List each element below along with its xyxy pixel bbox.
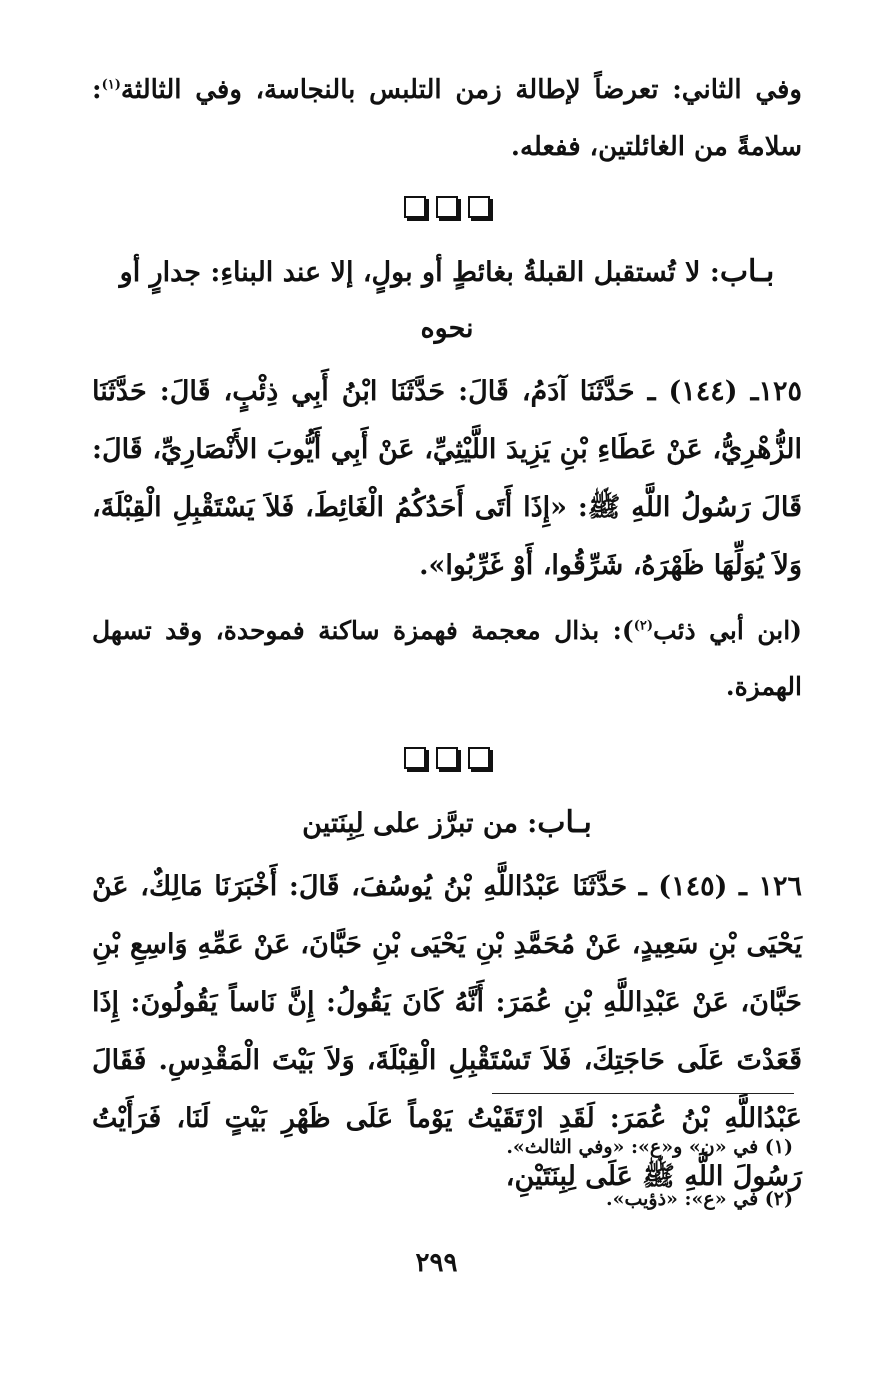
chapter-title: : لا تُستقبل القبلةُ بغائطٍ أو بولٍ، إلا عند البناءِ: جدارٍ أو نحوه bbox=[119, 257, 720, 344]
square-ornament-icon bbox=[404, 747, 426, 769]
chapter-heading-1 bbox=[92, 244, 802, 357]
square-ornament-icon bbox=[468, 196, 490, 218]
page-body bbox=[92, 62, 802, 1206]
note-text-b: ): بذال معجمة فهمزة ساكنة فموحدة، وقد تسهل الهمزة. bbox=[92, 616, 802, 701]
footnote-divider bbox=[492, 1093, 794, 1094]
note-text-a: (ابن أبي ذئب bbox=[653, 616, 802, 645]
square-ornament-icon bbox=[404, 196, 426, 218]
footnote-ref-2[interactable]: (٢) bbox=[633, 618, 654, 634]
square-ornament-icon bbox=[468, 747, 490, 769]
page-number: ٢٩٩ bbox=[415, 1248, 458, 1278]
opening-paragraph bbox=[92, 62, 802, 176]
chapter-label: بـاب bbox=[719, 254, 775, 289]
chapter-heading-2 bbox=[92, 795, 802, 852]
commentary-note bbox=[92, 603, 802, 715]
footnote-1: (١) في «ن» و«ع»: «وفي الثالث». bbox=[506, 1136, 793, 1158]
section-separator bbox=[92, 186, 802, 226]
hadith-126: ١٢٦ ـ (١٤٥) ـ حَدَّثَنَا عَبْدُاللَّهِ بْنُ يُوسُفَ، قَالَ: أَخْبَرَنَا مَالِكٌ، عَنْ يَحْيَى بْنِ سَعِيدٍ، عَنْ مُحَمَّدِ بْنِ يَحْيَى بْنِ حَبَّانَ، عَنْ عَمِّهِ وَاسِعِ بْنِ حَبَّانَ، عَنْ عَبْدِاللَّهِ بْنِ عُمَرَ: أَنَّهُ كَانَ يَقُولُ: إِنَّ نَاساً يَقُولُونَ: إِذَا قَعَدْتَ عَلَى حَاجَتِكَ، فَلاَ تَسْتَقْبِلِ الْقِبْلَةَ، وَلاَ بَيْتَ الْمَقْدِسِ. فَقَالَ عَبْدُاللَّهِ بْنُ عُمَرَ: لَقَدِ ارْتَقَيْتُ يَوْماً عَلَى ظَهْرِ بَيْتٍ لَنَا، فَرَأَيْتُ رَسُولَ اللَّهِ ﷺ عَلَى لِبِنَتَيْنِ، bbox=[92, 871, 802, 1192]
chapter-label: بـاب bbox=[537, 805, 592, 840]
footnote-2: (٢) في «ع»: «ذؤيب». bbox=[605, 1188, 793, 1210]
footnotes bbox=[193, 1132, 793, 1236]
square-ornament-icon bbox=[436, 196, 458, 218]
chapter-title: : من تبرَّز على لِبِنَتين bbox=[302, 808, 538, 839]
footnote-ref-1[interactable]: (١) bbox=[101, 77, 121, 93]
opening-text-a: وفي الثاني: تعرضاً لإطالة زمن التلبس بالنجاسة، وفي الثالثة bbox=[120, 75, 802, 105]
opening-text-b: : سلامةً من الغائلتين، ففعله. bbox=[92, 75, 802, 162]
section-separator bbox=[92, 737, 802, 777]
square-ornament-icon bbox=[436, 747, 458, 769]
hadith-125: ١٢٥ـ (١٤٤) ـ حَدَّثَنَا آدَمُ، قَالَ: حَدَّثَنَا ابْنُ أَبِي ذِئْبٍ، قَالَ: حَدَّثَنَا الزُّهْرِيُّ، عَنْ عَطَاءِ بْنِ يَزِيدَ اللَّيْثِيِّ، عَنْ أَبِي أَيُّوبَ الأَنْصَارِيِّ، قَالَ: قَالَ رَسُولُ اللَّهِ ﷺ: «إِذَا أَتَى أَحَدُكُمُ الْغَائِطَ، فَلاَ يَسْتَقْبِلِ الْقِبْلَةَ، وَلاَ يُوَلِّهَا ظَهْرَهُ، شَرِّقُوا، أَوْ غَرِّبُوا». bbox=[92, 376, 802, 581]
